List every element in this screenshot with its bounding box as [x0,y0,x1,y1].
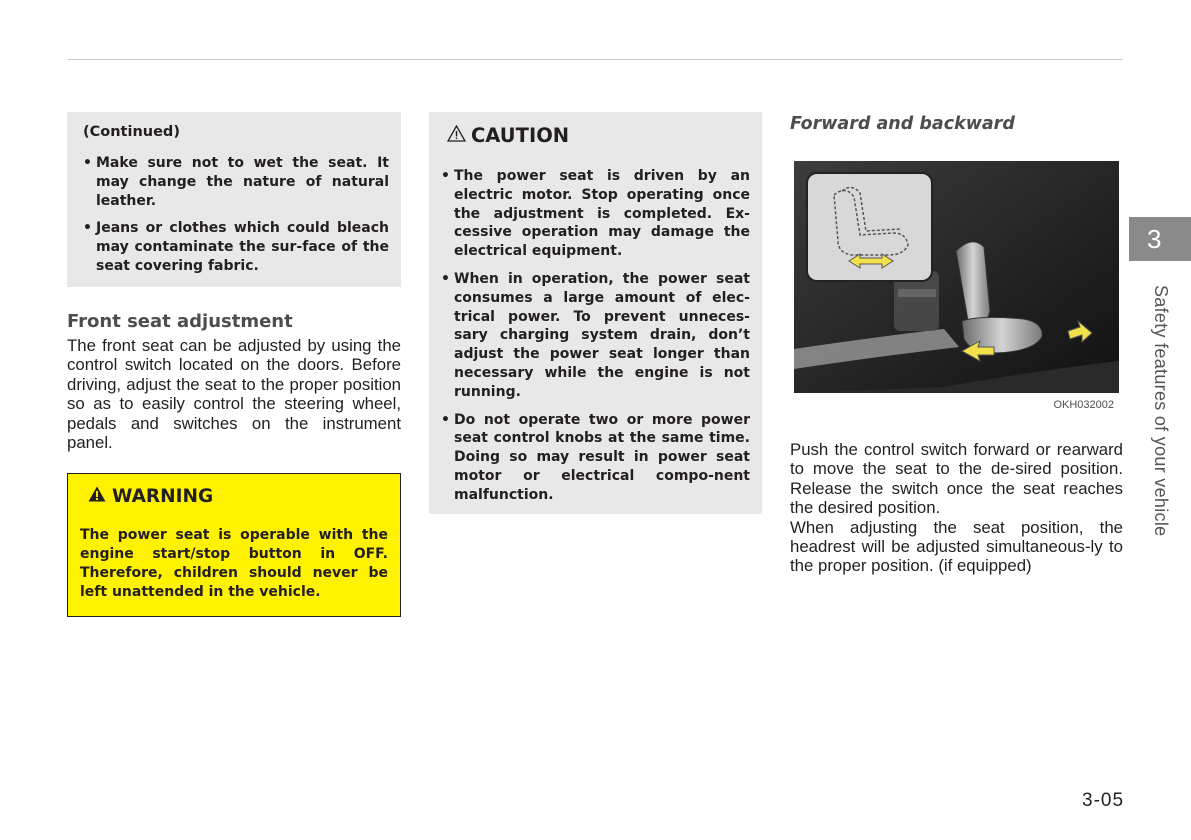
caution-triangle-icon [447,124,466,147]
page-number: 3-05 [1082,790,1125,811]
caution-heading: CAUTION [471,124,570,147]
paragraph: Push the control switch forward or rearward to move the seat to the de-sired position. Release the switch once the seat reaches the desired position. [790,440,1123,518]
list-item: • When in operation, the power seat consumes a large amount of elec-trical power. To prevent unneces-sary charging system drain, don’t adjust the power seat longer than necessary while the engine is not running. [441,270,750,402]
front-seat-text: The front seat can be adjusted by using the control switch located on the doors. Before driving, adjust the seat to the proper position so as to easily control the steering wheel, pedals and switches on the instrument panel. [67,336,401,453]
list-item: • The power seat is driven by an electric motor. Stop operating once the adjustment is completed. Ex-cessive operation may damage the electrical equipment. [441,167,750,261]
list-item: • Do not operate two or more power seat control knobs at the same time. Doing so may result in power seat motor or electrical compo-nent malfunction. [441,411,750,505]
warning-header [88,486,388,507]
chapter-tab [1129,217,1191,261]
warning-box [67,473,401,617]
forward-backward-text [790,440,1123,576]
warning-triangle-icon [88,486,106,507]
seat-switch-illustration [794,161,1119,413]
caution-box [429,112,762,514]
continued-box [67,112,401,287]
forward-backward-heading: Forward and backward [790,114,1015,134]
caution-list [441,167,750,505]
warning-heading: WARNING [112,486,214,507]
top-rule [68,59,1123,60]
warning-text: The power seat is operable with the engine start/stop button in OFF. Therefore, children should never be left unattended in the vehicle. [80,527,388,600]
list-item: • Jeans or clothes which could bleach may contaminate the sur-face of the seat covering fabric. [83,219,389,275]
paragraph: When adjusting the seat position, the headrest will be adjusted simultaneous-ly to the proper position. (if equipped) [790,517,1123,576]
front-seat-heading: Front seat adjustment [67,311,293,332]
list-item: • Make sure not to wet the seat. It may change the nature of natural leather. [83,154,389,210]
continued-list [83,154,389,276]
figure-label: OKH032002 [1053,399,1114,411]
caution-header [447,124,750,147]
chapter-number: 3 [1147,223,1162,254]
chapter-title: Safety features of your vehicle [1151,285,1171,537]
continued-heading: (Continued) [83,124,180,140]
seat-control-figure [794,161,1119,413]
